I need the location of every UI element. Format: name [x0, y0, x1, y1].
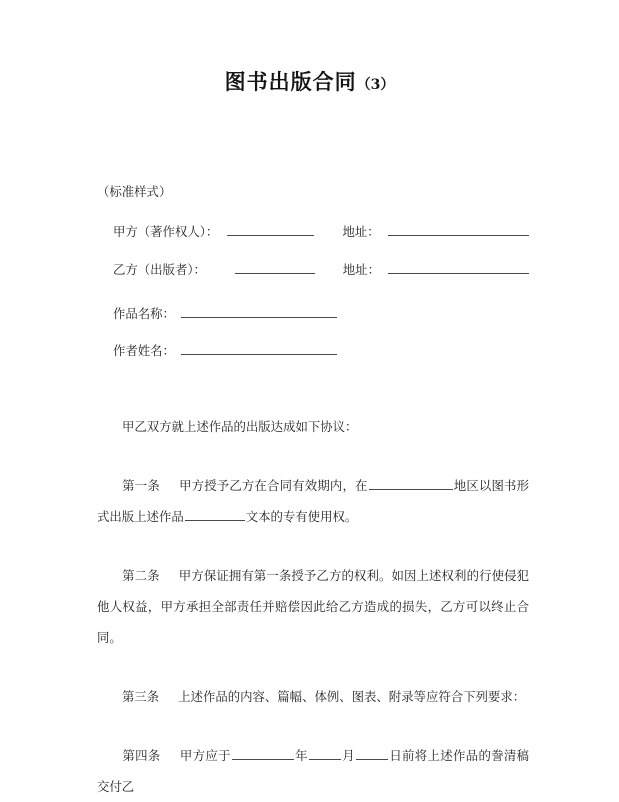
author-name-label: 作者姓名：: [113, 342, 175, 358]
article-4-text-3: 月: [341, 748, 355, 764]
article-4-text-2: 年: [294, 748, 308, 764]
page-title-suffix: （3）: [356, 77, 395, 93]
party-row: [97, 262, 529, 276]
author-name-blank[interactable]: [181, 343, 337, 355]
spacer: [97, 653, 529, 681]
article-2-text-1: 甲方保证拥有第一条授予乙方的权利。如因上述权利的行使侵犯他人权益，甲方承担全部责任并赔偿因此给乙方造成的损失，乙方可以终止合同。: [97, 568, 530, 646]
work-title-row: [97, 306, 529, 320]
article-4-year-blank[interactable]: [232, 747, 294, 760]
document-body: [97, 186, 529, 802]
spacer: [97, 712, 529, 740]
spacer: [97, 379, 529, 411]
article-3-number: 第三条: [122, 689, 160, 705]
article-paragraph: [97, 560, 529, 653]
party-row: [97, 224, 529, 238]
article-1-text-3: 文本的专有使用权。: [245, 509, 358, 525]
article-paragraph: [97, 681, 529, 712]
spacer: [97, 532, 529, 560]
page-title-main: 图书出版合同: [224, 69, 357, 94]
spacer: [97, 442, 529, 470]
author-name-row: [97, 343, 529, 357]
article-4-month-blank[interactable]: [309, 747, 341, 760]
form-style-note: （标准样式）: [97, 184, 172, 199]
article-1-text-1: 甲方授予乙方在合同有效期内，在: [178, 478, 368, 494]
article-1-text-2: 地区以图书形式出版上述作品: [97, 478, 530, 525]
page-title: [0, 66, 619, 96]
agreement-intro: [97, 411, 529, 442]
work-title-label: 作品名称：: [113, 306, 175, 322]
party-b-address-label: 地址：: [342, 261, 380, 277]
article-2-number: 第二条: [122, 568, 160, 584]
party-a-address-label: 地址：: [342, 224, 380, 240]
party-b-label: 乙方（出版者）：: [113, 261, 206, 277]
party-b-address-blank[interactable]: [388, 262, 529, 274]
article-paragraph: [97, 740, 529, 802]
article-3-text-1: 上述作品的内容、篇幅、体例、图表、附录等应符合下列要求：: [178, 689, 526, 705]
article-paragraph: [97, 470, 529, 532]
agreement-intro-text: 甲乙双方就上述作品的出版达成如下协议：: [122, 419, 358, 435]
article-1-region-blank[interactable]: [369, 477, 453, 490]
party-b-value-blank[interactable]: [235, 262, 315, 274]
article-4-text-1: 甲方应于: [179, 748, 231, 764]
work-title-blank[interactable]: [181, 306, 337, 318]
article-1-number: 第一条: [122, 478, 160, 494]
article-4-text-4: 日前将上述作品的誊清稿交付乙: [97, 748, 530, 795]
article-4-day-blank[interactable]: [356, 747, 388, 760]
party-a-label: 甲方（著作权人）：: [113, 224, 219, 240]
party-a-value-blank[interactable]: [227, 224, 314, 236]
article-1-language-blank[interactable]: [185, 508, 245, 521]
article-4-number: 第四条: [122, 748, 161, 764]
party-a-address-blank[interactable]: [388, 224, 529, 236]
